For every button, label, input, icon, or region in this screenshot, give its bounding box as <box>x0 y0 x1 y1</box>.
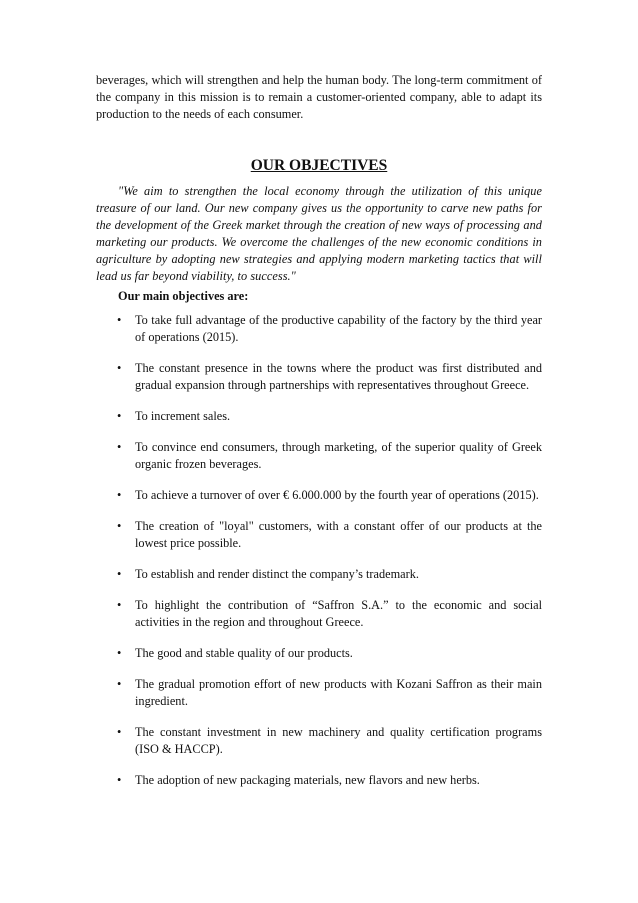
bullet-icon: • <box>117 646 122 660</box>
objective-text: To take full advantage of the productive capability of the factory by the third year of operations (2015). <box>135 313 542 344</box>
objective-item <box>96 518 542 552</box>
objectives-subheading: Our main objectives are: <box>118 289 249 303</box>
objective-item <box>96 312 542 346</box>
bullet-icon: • <box>117 313 122 327</box>
objective-item <box>96 597 542 631</box>
bullet-icon: • <box>117 361 122 375</box>
objective-text: The constant investment in new machinery and quality certification programs (ISO & HACCP). <box>135 725 542 756</box>
bullet-icon: • <box>117 567 122 581</box>
objective-text: The gradual promotion effort of new products with Kozani Saffron as their main ingredient. <box>135 677 542 708</box>
objective-text: To increment sales. <box>135 409 231 423</box>
bullet-icon: • <box>117 677 122 691</box>
objective-text: To convince end consumers, through marketing, of the superior quality of Greek organic frozen beverages. <box>135 440 542 471</box>
objective-item <box>96 439 542 473</box>
mission-quote: "We aim to strengthen the local economy through the utilization of this unique treasure of our land. Our new company gives us the opportunity to carve new paths for the development of the Greek market through the creation of new ways of processing and marketing our products. We overcome the challenges of the new economic conditions in agriculture by adopting new strategies and applying modern marketing tactics that will lead us far beyond viability, to success." <box>96 184 542 283</box>
objective-item <box>96 360 542 394</box>
objective-text: To achieve a turnover of over € 6.000.000 by the fourth year of operations (2015). <box>135 488 539 502</box>
bullet-icon: • <box>117 598 122 612</box>
objective-item <box>96 566 542 583</box>
objective-item <box>96 724 542 758</box>
bullet-icon: • <box>117 440 122 454</box>
objectives-list <box>96 312 542 803</box>
bullet-icon: • <box>117 409 122 423</box>
intro-paragraph: beverages, which will strengthen and help the human body. The long-term commitment of the company in this mission is to remain a customer-oriented company, able to adapt its production to the needs of each consumer. <box>96 73 542 121</box>
objective-item <box>96 772 542 789</box>
bullet-icon: • <box>117 519 122 533</box>
objective-text: The constant presence in the towns where the product was first distributed and gradual expansion through partnerships with representatives throughout Greece. <box>135 361 542 392</box>
objective-item <box>96 676 542 710</box>
objective-item <box>96 645 542 662</box>
bullet-icon: • <box>117 773 122 787</box>
objective-text: To highlight the contribution of “Saffron S.A.” to the economic and social activities in the region and throughout Greece. <box>135 598 542 629</box>
bullet-icon: • <box>117 725 122 739</box>
objective-item <box>96 408 542 425</box>
objective-text: The creation of "loyal" customers, with a constant offer of our products at the lowest price possible. <box>135 519 542 550</box>
objective-item <box>96 487 542 504</box>
section-heading: OUR OBJECTIVES <box>250 157 388 174</box>
objective-text: To establish and render distinct the company’s trademark. <box>135 567 419 581</box>
objective-text: The good and stable quality of our products. <box>135 646 353 660</box>
bullet-icon: • <box>117 488 122 502</box>
objective-text: The adoption of new packaging materials, new flavors and new herbs. <box>135 773 480 787</box>
